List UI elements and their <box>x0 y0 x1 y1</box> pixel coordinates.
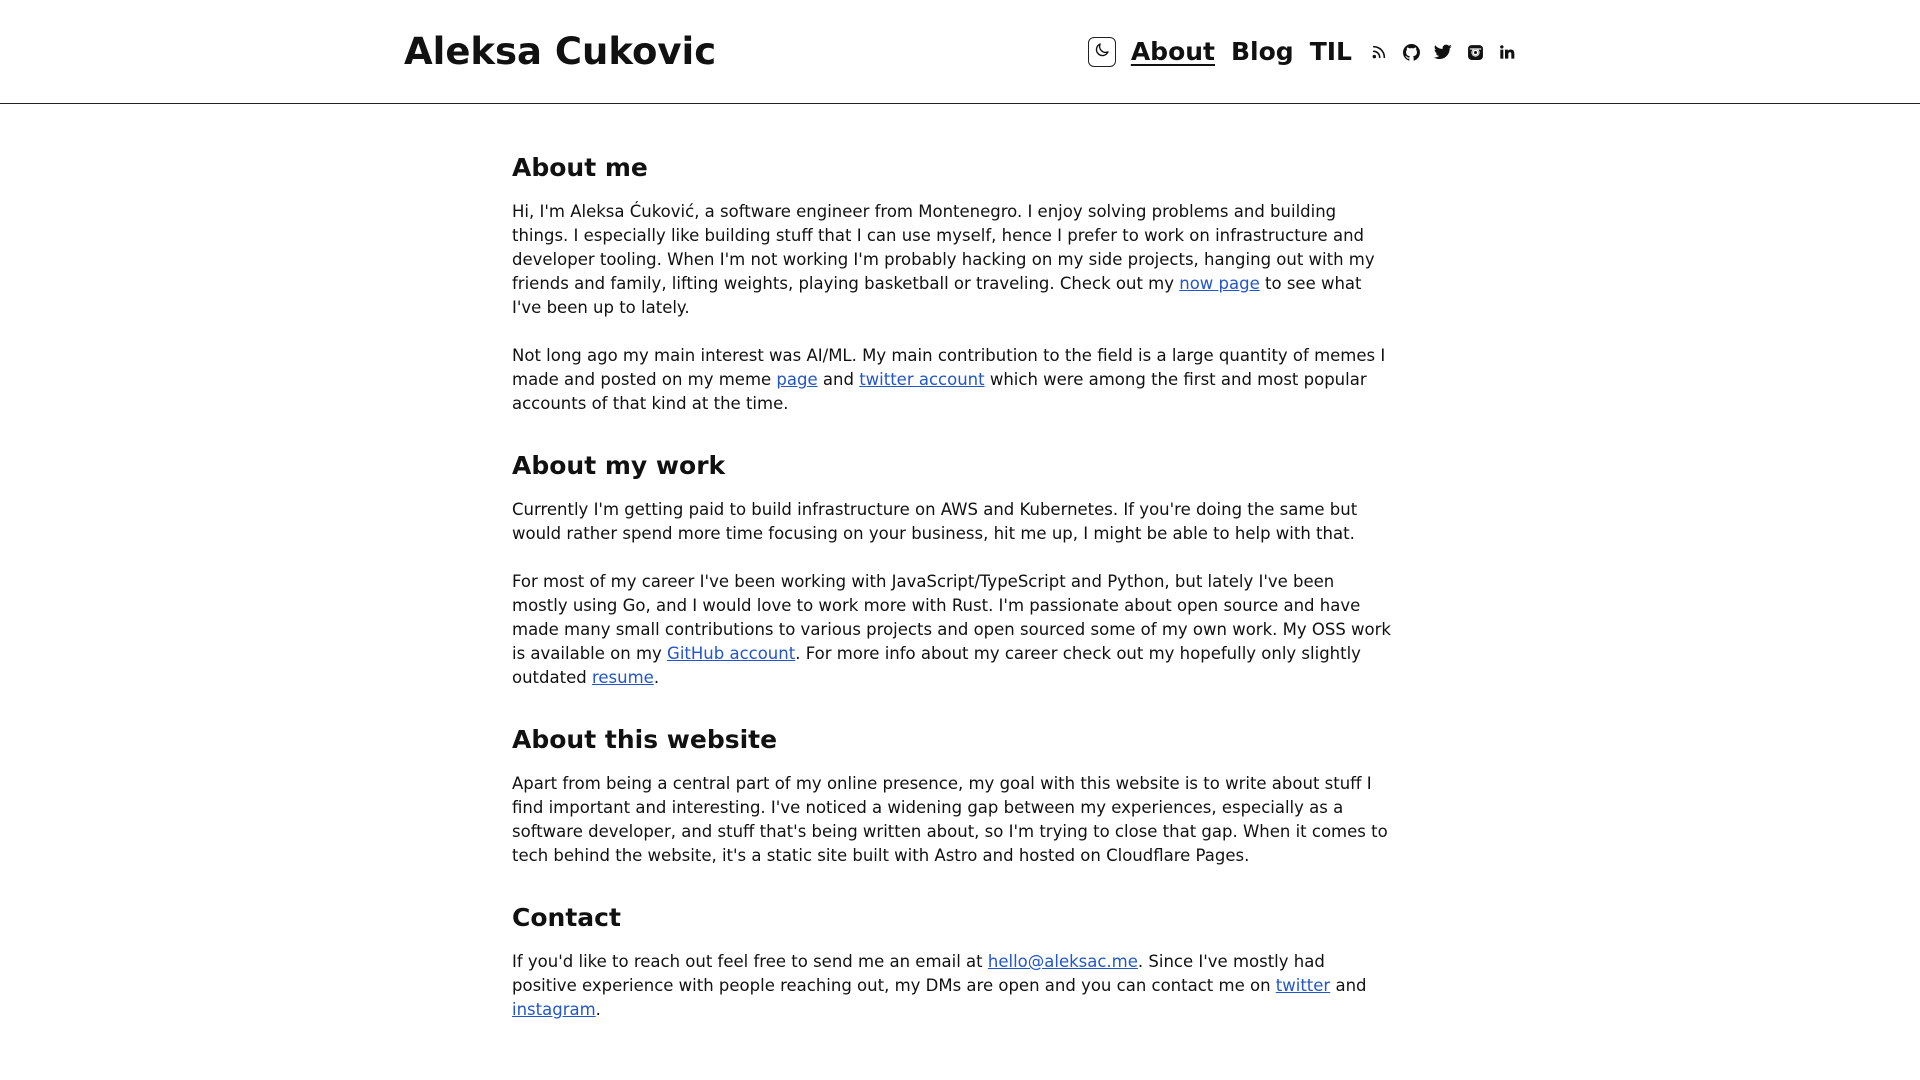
nav-about-link[interactable]: About <box>1130 37 1215 66</box>
twitter-icon[interactable] <box>1434 43 1452 61</box>
about-work-paragraph-2 <box>512 570 1392 690</box>
nav-til-link[interactable]: TIL <box>1309 37 1352 66</box>
email-link[interactable]: hello@aleksac.me <box>987 952 1138 971</box>
about-work-heading: About my work <box>512 451 726 480</box>
about-me-paragraph-1 <box>512 200 1392 320</box>
instagram-contact-link[interactable]: instagram <box>512 1000 596 1019</box>
about-me-heading: About me <box>512 153 648 182</box>
text-span: . For more info about my career check out my hopefully only slightly outdated <box>512 644 1361 687</box>
theme-toggle-button[interactable] <box>1088 37 1116 67</box>
main-content <box>512 150 1392 1046</box>
text-span: and <box>817 370 860 389</box>
github-account-link[interactable]: GitHub account <box>667 644 796 663</box>
github-icon[interactable] <box>1402 43 1420 61</box>
contact-heading: Contact <box>512 903 621 932</box>
meme-twitter-link[interactable]: twitter account <box>859 370 985 389</box>
text-span: Hi, I'm Aleksa Ćuković, a software engineer from Montenegro. I enjoy solving problems and building things. I especially like building stuff that I can use myself, hence I prefer to work on infrastructure and developer tooling. When I'm not working I'm probably hacking on my side projects, hanging out with my friends and family, lifting weights, playing basketball or traveling. Check out my <box>512 202 1375 293</box>
moon-icon <box>1093 41 1111 63</box>
rss-icon[interactable] <box>1370 43 1388 61</box>
about-work-paragraph-1: Currently I'm getting paid to build infrastructure on AWS and Kubernetes. If you're doing the same but would rather spend more time focusing on your business, hit me up, I might be able to help with that. <box>512 500 1358 543</box>
text-span: . <box>595 1000 601 1019</box>
site-title[interactable]: Aleksa Cukovic <box>404 30 717 73</box>
text-span: to see what I've been up to lately. <box>512 274 1362 317</box>
instagram-icon[interactable] <box>1466 43 1484 61</box>
about-me-paragraph-2 <box>512 344 1392 416</box>
meme-page-link[interactable]: page <box>776 370 818 389</box>
twitter-contact-link[interactable]: twitter <box>1275 976 1331 995</box>
text-span: Not long ago my main interest was AI/ML. My main contribution to the field is a large quantity of memes I made and posted on my meme <box>512 346 1386 389</box>
about-website-paragraph: Apart from being a central part of my online presence, my goal with this website is to write about stuff I find important and interesting. I've noticed a widening gap between my experiences, especially as a software developer, and stuff that's being written about, so I'm trying to close that gap. When it comes to tech behind the website, it's a static site built with Astro and hosted on Cloudflare Pages. <box>512 774 1388 865</box>
nav-blog-link[interactable]: Blog <box>1231 37 1294 66</box>
social-icons <box>1370 43 1516 61</box>
text-span: If you'd like to reach out feel free to send me an email at <box>512 952 988 971</box>
text-span: . Since I've mostly had positive experience with people reaching out, my DMs are open and you can contact me on <box>512 952 1325 995</box>
text-span: . <box>653 668 660 687</box>
text-span: which were among the first and most popular accounts of that kind at the time. <box>512 370 1367 413</box>
about-website-heading: About this website <box>512 725 778 754</box>
linkedin-icon[interactable] <box>1498 43 1516 61</box>
contact-paragraph <box>512 950 1392 1022</box>
site-header <box>0 0 1920 104</box>
main-nav <box>1088 33 1516 71</box>
text-span: and <box>1330 976 1367 995</box>
now-page-link[interactable]: now page <box>1179 274 1260 293</box>
text-span: For most of my career I've been working with JavaScript/TypeScript and Python, but lately I've been mostly using Go, and I would love to work more with Rust. I'm passionate about open source and have made many small contributions to various projects and open sourced some of my own work. My OSS work is available on my <box>512 572 1391 663</box>
resume-link[interactable]: resume <box>591 668 654 687</box>
